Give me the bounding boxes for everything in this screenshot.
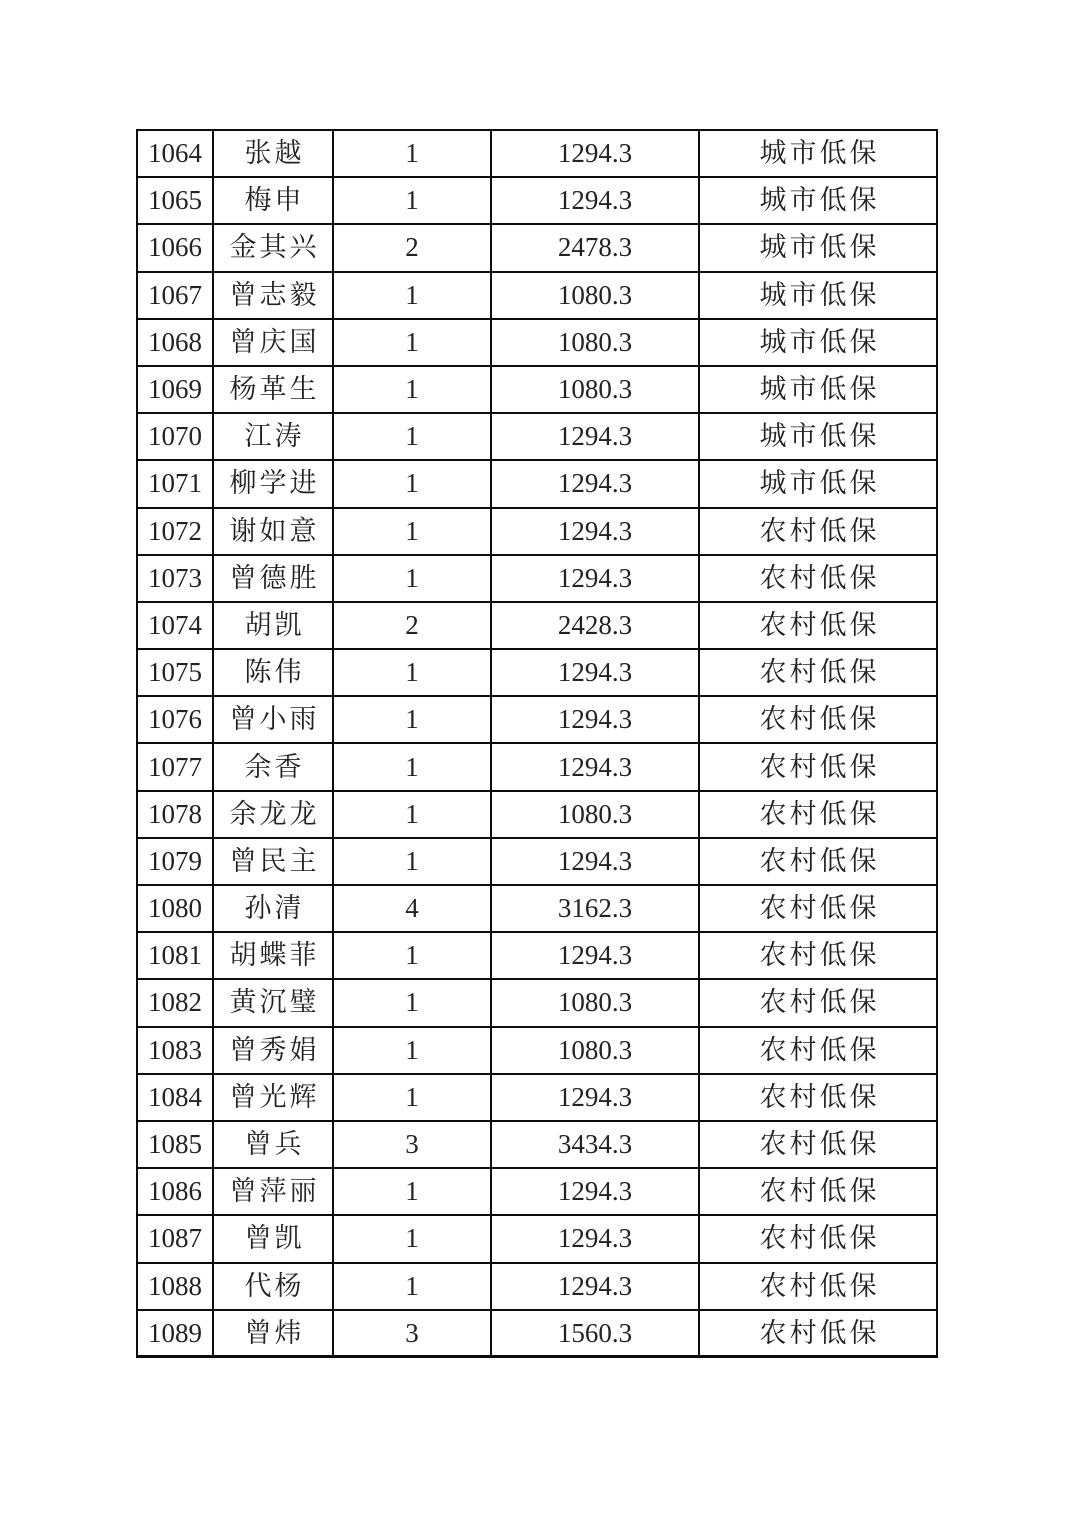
cell-name: 曾凯 [213, 1215, 333, 1262]
cell-category: 农村低保 [699, 791, 937, 838]
table-row [137, 272, 937, 319]
table-row [137, 696, 937, 743]
cell-serial-number: 1083 [137, 1027, 213, 1074]
cell-person-count: 1 [333, 979, 491, 1026]
table-row [137, 1168, 937, 1215]
table-row [137, 177, 937, 224]
cell-amount: 3162.3 [491, 885, 699, 932]
cell-amount: 1080.3 [491, 979, 699, 1026]
table-row [137, 319, 937, 366]
cell-category: 农村低保 [699, 602, 937, 649]
cell-person-count: 1 [333, 366, 491, 413]
cell-name: 余香 [213, 743, 333, 790]
cell-serial-number: 1075 [137, 649, 213, 696]
cell-person-count: 1 [333, 696, 491, 743]
table-row [137, 838, 937, 885]
cell-person-count: 1 [333, 130, 491, 177]
table-row [137, 1074, 937, 1121]
cell-person-count: 1 [333, 177, 491, 224]
cell-serial-number: 1064 [137, 130, 213, 177]
cell-amount: 2478.3 [491, 224, 699, 271]
cell-person-count: 1 [333, 508, 491, 555]
cell-amount: 1080.3 [491, 366, 699, 413]
cell-category: 农村低保 [699, 838, 937, 885]
cell-amount: 1294.3 [491, 1074, 699, 1121]
cell-person-count: 1 [333, 272, 491, 319]
cell-serial-number: 1082 [137, 979, 213, 1026]
table-row [137, 602, 937, 649]
table-row [137, 366, 937, 413]
cell-serial-number: 1074 [137, 602, 213, 649]
table-row [137, 1215, 937, 1262]
cell-category: 农村低保 [699, 743, 937, 790]
table-row [137, 130, 937, 177]
cell-name: 梅申 [213, 177, 333, 224]
cell-person-count: 1 [333, 1168, 491, 1215]
table-row [137, 555, 937, 602]
cell-amount: 1294.3 [491, 838, 699, 885]
cell-name: 曾兵 [213, 1121, 333, 1168]
cell-amount: 1560.3 [491, 1310, 699, 1357]
cell-category: 城市低保 [699, 460, 937, 507]
table-row [137, 224, 937, 271]
cell-name: 曾德胜 [213, 555, 333, 602]
cell-amount: 1294.3 [491, 743, 699, 790]
cell-person-count: 3 [333, 1121, 491, 1168]
cell-category: 农村低保 [699, 508, 937, 555]
cell-serial-number: 1073 [137, 555, 213, 602]
cell-name: 曾民主 [213, 838, 333, 885]
table-row [137, 791, 937, 838]
table-row [137, 1121, 937, 1168]
cell-category: 农村低保 [699, 1168, 937, 1215]
cell-serial-number: 1067 [137, 272, 213, 319]
table-body [137, 130, 937, 1357]
cell-category: 农村低保 [699, 1310, 937, 1357]
cell-person-count: 4 [333, 885, 491, 932]
cell-name: 金其兴 [213, 224, 333, 271]
cell-person-count: 1 [333, 1074, 491, 1121]
cell-amount: 1294.3 [491, 696, 699, 743]
cell-person-count: 2 [333, 224, 491, 271]
cell-serial-number: 1076 [137, 696, 213, 743]
cell-amount: 1294.3 [491, 177, 699, 224]
cell-serial-number: 1089 [137, 1310, 213, 1357]
cell-person-count: 1 [333, 1027, 491, 1074]
cell-person-count: 1 [333, 791, 491, 838]
cell-serial-number: 1085 [137, 1121, 213, 1168]
cell-category: 城市低保 [699, 272, 937, 319]
cell-name: 曾光辉 [213, 1074, 333, 1121]
cell-category: 农村低保 [699, 979, 937, 1026]
cell-amount: 1080.3 [491, 319, 699, 366]
cell-serial-number: 1078 [137, 791, 213, 838]
table-row [137, 1263, 937, 1310]
cell-person-count: 1 [333, 1215, 491, 1262]
cell-category: 农村低保 [699, 1027, 937, 1074]
cell-amount: 1294.3 [491, 649, 699, 696]
cell-person-count: 2 [333, 602, 491, 649]
table-row [137, 1310, 937, 1357]
cell-serial-number: 1068 [137, 319, 213, 366]
cell-serial-number: 1069 [137, 366, 213, 413]
cell-serial-number: 1086 [137, 1168, 213, 1215]
cell-name: 曾秀娟 [213, 1027, 333, 1074]
cell-name: 孙清 [213, 885, 333, 932]
cell-person-count: 1 [333, 555, 491, 602]
cell-amount: 1294.3 [491, 413, 699, 460]
cell-person-count: 1 [333, 1263, 491, 1310]
cell-name: 曾庆国 [213, 319, 333, 366]
cell-name: 谢如意 [213, 508, 333, 555]
cell-person-count: 1 [333, 838, 491, 885]
table-row [137, 460, 937, 507]
cell-name: 柳学进 [213, 460, 333, 507]
cell-person-count: 1 [333, 413, 491, 460]
cell-name: 黄沉璧 [213, 979, 333, 1026]
table-row [137, 932, 937, 979]
cell-serial-number: 1088 [137, 1263, 213, 1310]
cell-amount: 3434.3 [491, 1121, 699, 1168]
cell-amount: 1294.3 [491, 130, 699, 177]
cell-amount: 1294.3 [491, 460, 699, 507]
cell-name: 曾炜 [213, 1310, 333, 1357]
cell-amount: 1294.3 [491, 1263, 699, 1310]
cell-category: 农村低保 [699, 1121, 937, 1168]
cell-serial-number: 1080 [137, 885, 213, 932]
cell-amount: 1294.3 [491, 1168, 699, 1215]
cell-name: 江涛 [213, 413, 333, 460]
cell-serial-number: 1079 [137, 838, 213, 885]
cell-category: 城市低保 [699, 177, 937, 224]
cell-person-count: 1 [333, 649, 491, 696]
cell-amount: 1294.3 [491, 555, 699, 602]
cell-name: 陈伟 [213, 649, 333, 696]
table-row [137, 743, 937, 790]
cell-category: 农村低保 [699, 1074, 937, 1121]
cell-name: 张越 [213, 130, 333, 177]
cell-person-count: 1 [333, 319, 491, 366]
cell-amount: 1294.3 [491, 1215, 699, 1262]
cell-serial-number: 1065 [137, 177, 213, 224]
cell-category: 城市低保 [699, 366, 937, 413]
cell-serial-number: 1087 [137, 1215, 213, 1262]
cell-person-count: 1 [333, 932, 491, 979]
cell-name: 代杨 [213, 1263, 333, 1310]
benefits-table [136, 129, 938, 1358]
cell-name: 胡凯 [213, 602, 333, 649]
table-row [137, 508, 937, 555]
cell-amount: 1080.3 [491, 791, 699, 838]
cell-person-count: 1 [333, 460, 491, 507]
table-row [137, 979, 937, 1026]
cell-category: 农村低保 [699, 1215, 937, 1262]
cell-category: 城市低保 [699, 130, 937, 177]
cell-amount: 1080.3 [491, 272, 699, 319]
table-row [137, 649, 937, 696]
cell-category: 城市低保 [699, 319, 937, 366]
cell-serial-number: 1070 [137, 413, 213, 460]
cell-serial-number: 1072 [137, 508, 213, 555]
cell-category: 农村低保 [699, 932, 937, 979]
cell-category: 农村低保 [699, 649, 937, 696]
table-row [137, 885, 937, 932]
cell-name: 曾志毅 [213, 272, 333, 319]
cell-amount: 1080.3 [491, 1027, 699, 1074]
cell-person-count: 1 [333, 743, 491, 790]
cell-category: 城市低保 [699, 413, 937, 460]
cell-amount: 2428.3 [491, 602, 699, 649]
table-row [137, 1027, 937, 1074]
cell-category: 农村低保 [699, 696, 937, 743]
cell-name: 曾小雨 [213, 696, 333, 743]
cell-amount: 1294.3 [491, 932, 699, 979]
table-row [137, 413, 937, 460]
cell-name: 余龙龙 [213, 791, 333, 838]
cell-serial-number: 1066 [137, 224, 213, 271]
cell-serial-number: 1084 [137, 1074, 213, 1121]
cell-category: 农村低保 [699, 555, 937, 602]
cell-category: 城市低保 [699, 224, 937, 271]
cell-person-count: 3 [333, 1310, 491, 1357]
cell-name: 杨革生 [213, 366, 333, 413]
cell-serial-number: 1071 [137, 460, 213, 507]
cell-category: 农村低保 [699, 1263, 937, 1310]
cell-name: 胡蝶菲 [213, 932, 333, 979]
cell-category: 农村低保 [699, 885, 937, 932]
cell-serial-number: 1077 [137, 743, 213, 790]
cell-amount: 1294.3 [491, 508, 699, 555]
cell-name: 曾萍丽 [213, 1168, 333, 1215]
cell-serial-number: 1081 [137, 932, 213, 979]
